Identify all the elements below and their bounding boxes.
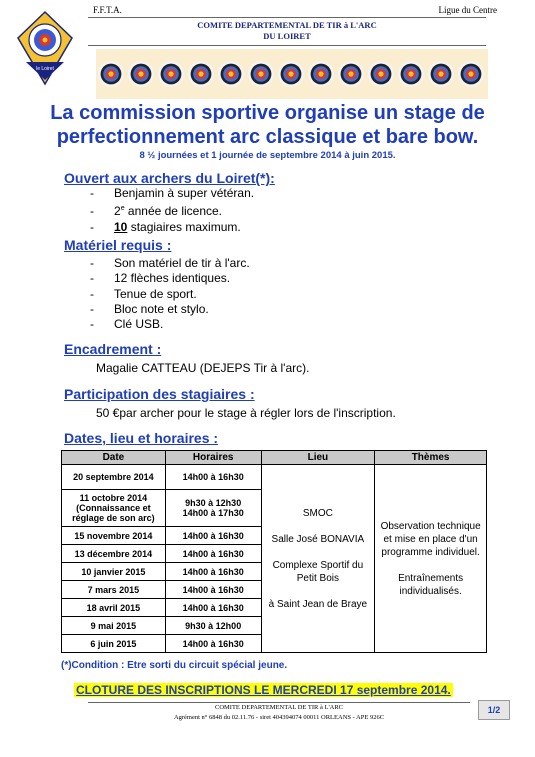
col-header-date: Date <box>62 451 166 465</box>
section-participation-heading: Participation des stagiaires : <box>64 386 255 402</box>
lieu-line: Salle José BONAVIA <box>271 533 365 545</box>
participation-text: 50 €par archer pour le stage à régler lors de l'inscription. <box>96 406 396 420</box>
target-face-icon <box>158 61 184 87</box>
list-item: - 12 flèches identiques. <box>90 271 250 286</box>
target-face-icon <box>128 61 154 87</box>
page-title: La commission sportive organise un stage de perfectionnement arc classique et bare bow. <box>50 102 485 148</box>
cell-date: 11 octobre 2014 (Connaissance et réglage de son arc) <box>62 490 166 527</box>
cloture-banner: CLOTURE DES INSCRIPTIONS LE MERCREDI 17 septembre 2014. <box>76 683 451 697</box>
cell-horaires: 14h00 à 16h30 <box>165 581 261 599</box>
target-face-icon <box>338 61 364 87</box>
target-face-icon <box>188 61 214 87</box>
svg-text:le Loiret: le Loiret <box>36 66 54 72</box>
list-item: - 10 stagiaires maximum. <box>90 220 254 235</box>
target-faces-banner <box>96 49 488 99</box>
comite-logo <box>16 10 74 86</box>
col-header-lieu: Lieu <box>261 451 375 465</box>
header-divider <box>88 17 486 18</box>
cell-date-note: (Connaissance et réglage de son arc) <box>72 503 155 523</box>
cell-date: 9 mai 2015 <box>62 617 166 635</box>
page-number: 1/2 <box>478 700 510 720</box>
lieu-line: Complexe Sportif du Petit Bois <box>272 559 364 584</box>
encadrement-text: Magalie CATTEAU (DEJEPS Tir à l'arc). <box>96 361 310 375</box>
cell-horaires: 14h00 à 16h30 <box>165 545 261 563</box>
cell-horaires: 14h00 à 16h30 <box>165 527 261 545</box>
list-item: - Clé USB. <box>90 317 250 332</box>
header-comite <box>88 20 486 42</box>
cell-horaires: 14h00 à 16h30 <box>165 599 261 617</box>
target-face-icon <box>98 61 124 87</box>
section-encadrement-heading: Encadrement : <box>64 341 162 357</box>
cell-lieu <box>261 465 375 653</box>
target-face-icon <box>458 61 484 87</box>
target-face-icon <box>218 61 244 87</box>
list-item: - Tenue de sport. <box>90 287 250 302</box>
header-divider-2 <box>88 45 486 46</box>
cell-themes <box>375 465 487 653</box>
col-header-themes: Thèmes <box>375 451 487 465</box>
footer-divider <box>88 702 470 703</box>
footer-line1: COMITE DEPARTEMENTAL DE TIR à L'ARC <box>214 704 344 711</box>
target-face-icon <box>248 61 274 87</box>
lieu-line: à Saint Jean de Braye <box>268 598 368 610</box>
cell-horaires: 14h00 à 16h30 <box>165 465 261 490</box>
list-item: - 2e année de licence. <box>90 201 254 219</box>
col-header-horaires: Horaires <box>165 451 261 465</box>
section-ouvert-heading: Ouvert aux archers du Loiret(*): <box>64 170 275 186</box>
target-face-icon <box>278 61 304 87</box>
section-materiel-heading: Matériel requis : <box>64 237 172 253</box>
cell-date: 6 juin 2015 <box>62 635 166 653</box>
header-comite-line2: DU LOIRET <box>263 31 311 41</box>
header-comite-line1: COMITE DEPARTEMENTAL DE TIR à L'ARC <box>197 20 377 30</box>
theme-line: Observation technique et mise en place d'un programme individuel. <box>380 520 481 558</box>
cell-date: 15 novembre 2014 <box>62 527 166 545</box>
schedule-table <box>61 450 487 653</box>
page-subtitle: 8 ½ journées et 1 journée de septembre 2014 à juin 2015. <box>139 150 396 161</box>
cell-horaires: 14h00 à 16h30 <box>165 563 261 581</box>
theme-line: Entraînements individualisés. <box>398 572 464 597</box>
cell-horaires: 9h30 à 12h30 14h00 à 17h30 <box>165 490 261 527</box>
cell-date: 7 mars 2015 <box>62 581 166 599</box>
condition-note: (*)Condition : Etre sorti du circuit spécial jeune. <box>61 660 288 671</box>
target-face-icon <box>368 61 394 87</box>
footer-line2: Agrément n° 6848 du 02.11.76 - siret 404394074 00011 ORLEANS - APE 926C <box>173 714 385 721</box>
header-org-left: F.F.T.A. <box>93 5 122 15</box>
cell-date: 13 décembre 2014 <box>62 545 166 563</box>
cell-date: 20 septembre 2014 <box>62 465 166 490</box>
ouvert-list <box>90 186 254 235</box>
list-item: - Benjamin à super vétéran. <box>90 186 254 201</box>
materiel-list <box>90 256 250 332</box>
list-item: - Son matériel de tir à l'arc. <box>90 256 250 271</box>
header-org-right: Ligue du Centre <box>438 5 497 15</box>
target-face-icon <box>398 61 424 87</box>
target-face-icon <box>428 61 454 87</box>
cell-date: 10 janvier 2015 <box>62 563 166 581</box>
table-row <box>62 465 487 490</box>
cell-horaires: 14h00 à 16h30 <box>165 635 261 653</box>
section-dates-heading: Dates, lieu et horaires : <box>64 430 219 446</box>
lieu-line: SMOC <box>302 507 333 519</box>
table-header-row <box>62 451 487 465</box>
cell-horaires: 9h30 à 12h00 <box>165 617 261 635</box>
cell-date: 18 avril 2015 <box>62 599 166 617</box>
list-item: - Bloc note et stylo. <box>90 302 250 317</box>
target-face-icon <box>308 61 334 87</box>
